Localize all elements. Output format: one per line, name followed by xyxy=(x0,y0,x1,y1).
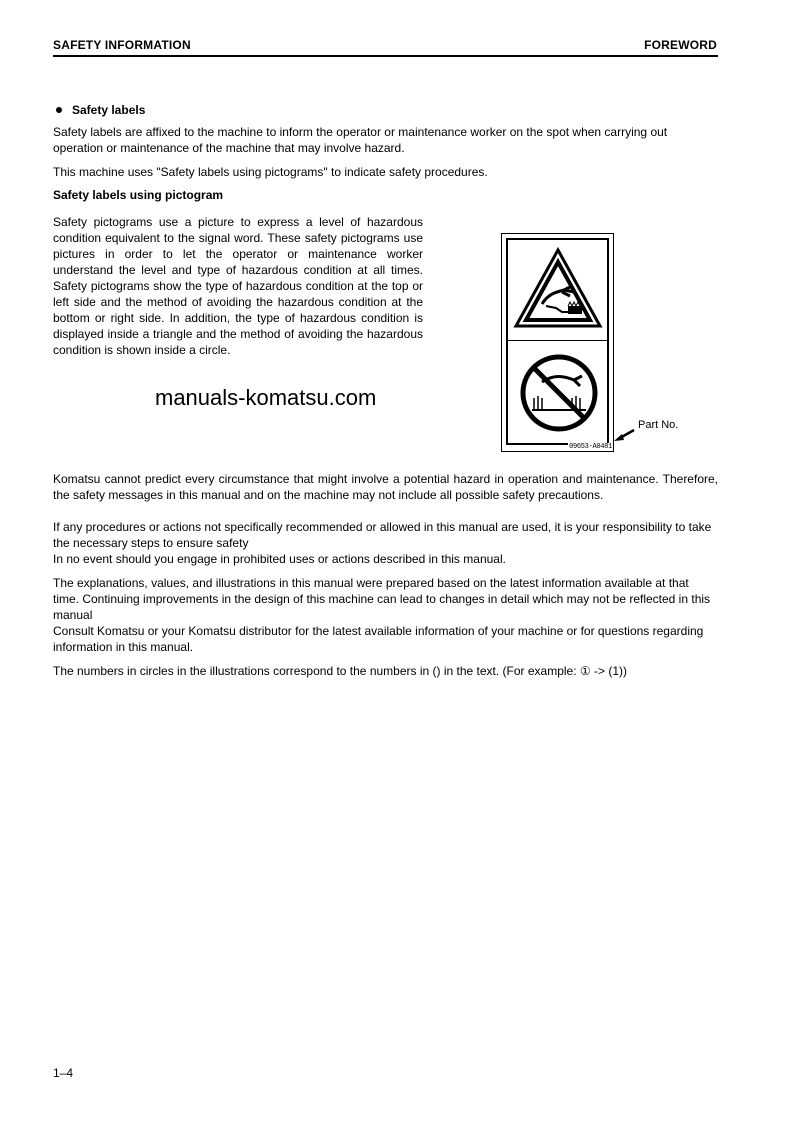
pictogram-body: Safety pictograms use a picture to express a level of hazardous condition equivalent to the signal word. These safety pictograms use pictures in order to let the operator or maintenance worker understand the level and type of hazardous condition at all times. Safety pictograms show the type of hazardous condition at the top or left side and the method of avoiding the hazardous condition at the bottom or right side. In addition, the type of hazardous condition is displayed inside a triangle and the method of avoiding the hazardous condition is shown inside a circle. xyxy=(53,215,423,357)
safety-labels-intro: Safety labels are affixed to the machine to inform the operator or maintenance worker on the spot when carrying out operation or maintenance of the machine that may involve hazard. xyxy=(53,125,668,155)
part-code: 09653-A0481 xyxy=(569,443,612,451)
updates-paragraph-1: The explanations, values, and illustrations in this manual were prepared based on the latest information available at that time. Continuing improvements in the design of this machine can lead to changes in detail which may not be reflected in this manual xyxy=(53,576,711,622)
disclaimer-paragraph-3: In no event should you engage in prohibited uses or actions described in this manual. xyxy=(53,552,506,566)
part-no-label: Part No. xyxy=(638,419,679,431)
hazard-triangle-icon xyxy=(512,246,604,332)
header-section-title: SAFETY INFORMATION xyxy=(53,38,191,52)
disclaimer-paragraph-1: Komatsu cannot predict every circumstance that might involve a potential hazard in operation and maintenance. Therefore, the safety messages in this manual and on the machine may not include all possible safety precautions. xyxy=(53,472,718,502)
updates-paragraph-2: Consult Komatsu or your Komatsu distributor for the latest available information of your machine or for questions regarding information in this manual. xyxy=(53,624,704,654)
header-rule xyxy=(53,55,718,57)
safety-labels-uses: This machine uses "Safety labels using pictograms" to indicate safety procedures. xyxy=(53,165,488,179)
safety-label-figure xyxy=(501,233,614,452)
page-number: 1–4 xyxy=(53,1066,74,1080)
safety-labels-heading xyxy=(56,103,145,117)
header-chapter-title: FOREWORD xyxy=(644,38,717,52)
pictogram-heading: Safety labels using pictogram xyxy=(53,188,224,202)
part-no-arrow-icon xyxy=(614,428,636,442)
numbering-note: The numbers in circles in the illustrations correspond to the numbers in () in the text. (For example: ① -> (1)) xyxy=(53,664,627,678)
label-divider xyxy=(508,340,607,341)
prohibition-circle-icon xyxy=(518,352,600,434)
safety-labels-heading-text: Safety labels xyxy=(72,103,146,117)
bullet-icon xyxy=(56,107,62,113)
disclaimer-paragraph-2: If any procedures or actions not specifically recommended or allowed in this manual are used, it is your responsibility to take the necessary steps to ensure safety xyxy=(53,520,712,550)
watermark: manuals-komatsu.com xyxy=(155,385,377,410)
safety-label-frame xyxy=(506,238,609,445)
